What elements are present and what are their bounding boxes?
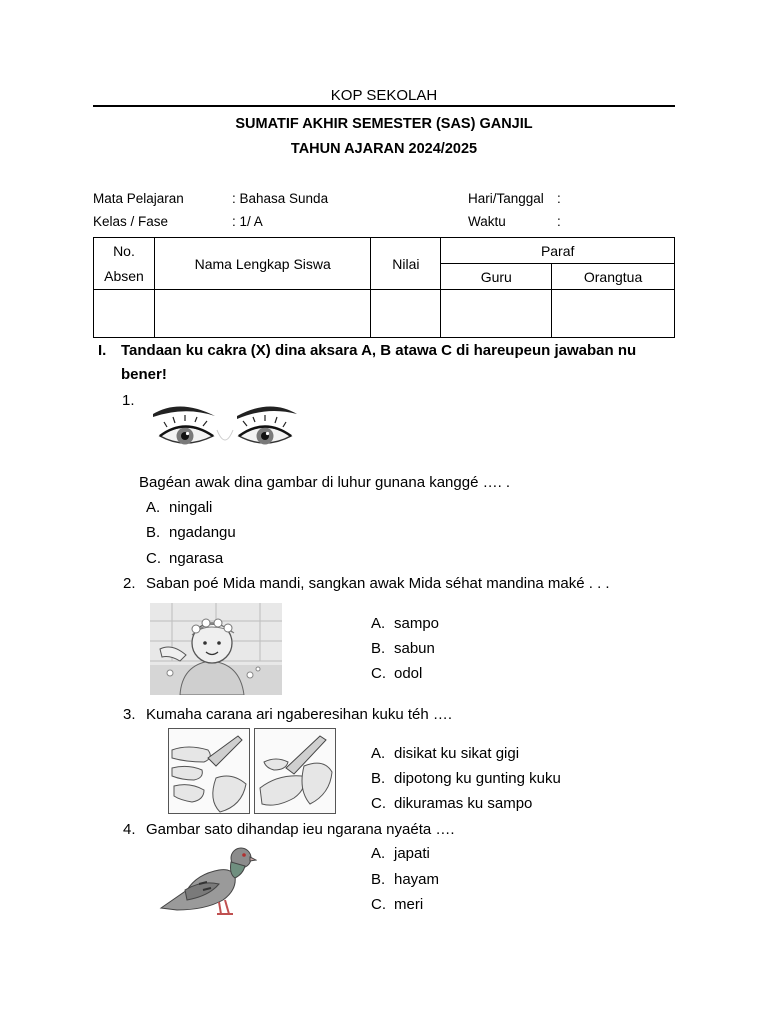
date-label: Hari/Tanggal <box>468 191 544 206</box>
q1-option-a-text: ningali <box>169 499 213 516</box>
class-label: Kelas / Fase <box>93 214 169 229</box>
q1-option-b-text: ngadangu <box>169 524 236 541</box>
student-score-table <box>93 237 675 338</box>
question-1-number: 1. <box>122 392 135 409</box>
q2-option-a-text: sampo <box>394 615 440 632</box>
subject-value: : Bahasa Sunda <box>232 191 329 206</box>
question-1-text: Bagéan awak dina gambar di luhur gunana kanggé …. . <box>139 474 511 491</box>
q2-option-b-letter[interactable]: B. <box>371 640 386 657</box>
header-teacher: Guru <box>441 264 552 290</box>
question-4-number: 4. <box>123 821 136 838</box>
q4-option-c-letter[interactable]: C. <box>371 896 386 913</box>
q2-option-c-letter[interactable]: C. <box>371 665 386 682</box>
header-absen: Absen <box>104 267 144 284</box>
q2-option-c-text: odol <box>394 665 423 682</box>
q4-option-a-text: japati <box>394 845 430 862</box>
header-no: No. <box>113 242 135 259</box>
q3-option-c-letter[interactable]: C. <box>371 795 386 812</box>
question-2-number: 2. <box>123 575 136 592</box>
q4-option-c-text: meri <box>394 896 424 913</box>
question-3-number: 3. <box>123 706 136 723</box>
header-student-name: Nama Lengkap Siswa <box>154 238 371 290</box>
question-3-text: Kumaha carana ari ngaberesihan kuku téh …. <box>146 706 453 723</box>
header-paraf: Paraf <box>441 238 675 264</box>
question-4-text: Gambar sato dihandap ieu ngarana nyaéta …. <box>146 821 455 838</box>
child-bathing-image <box>150 603 282 695</box>
time-label: Waktu <box>468 214 506 229</box>
date-value: : <box>557 191 561 206</box>
header-divider <box>93 105 675 107</box>
academic-year: TAHUN AJARAN 2024/2025 <box>290 141 478 157</box>
eyes-image <box>145 400 305 462</box>
q3-option-a-text: disikat ku sikat gigi <box>394 745 520 762</box>
nail-clipping-image <box>168 728 336 814</box>
instruction-line-2: bener! <box>121 366 167 383</box>
q1-option-c-letter[interactable]: C. <box>146 550 161 567</box>
section-number: I. <box>98 342 107 359</box>
q1-option-b-letter[interactable]: B. <box>146 524 161 541</box>
q4-option-b-text: hayam <box>394 871 440 888</box>
q3-option-a-letter[interactable]: A. <box>371 745 386 762</box>
exam-title: SUMATIF AKHIR SEMESTER (SAS) GANJIL <box>235 116 533 132</box>
q4-option-b-letter[interactable]: B. <box>371 871 386 888</box>
cell-parent-sign-blank[interactable] <box>552 290 675 338</box>
header-parent: Orangtua <box>552 264 675 290</box>
q1-option-c-text: ngarasa <box>169 550 224 567</box>
q3-option-b-letter[interactable]: B. <box>371 770 386 787</box>
q2-option-a-letter[interactable]: A. <box>371 615 386 632</box>
q3-option-c-text: dikuramas ku sampo <box>394 795 533 812</box>
school-letterhead: KOP SEKOLAH <box>330 87 438 104</box>
question-2-text: Saban poé Mida mandi, sangkan awak Mida séhat mandina maké . . . <box>146 575 610 592</box>
pigeon-image <box>157 844 257 918</box>
q1-option-a-letter[interactable]: A. <box>146 499 161 516</box>
cell-absen-blank[interactable] <box>94 290 155 338</box>
cell-name-blank[interactable] <box>154 290 371 338</box>
subject-label: Mata Pelajaran <box>93 191 184 206</box>
q2-option-b-text: sabun <box>394 640 435 657</box>
instruction-line-1: Tandaan ku cakra (X) dina aksara A, B atawa C di hareupeun jawaban nu <box>121 342 637 359</box>
q4-option-a-letter[interactable]: A. <box>371 845 386 862</box>
q3-option-b-text: dipotong ku gunting kuku <box>394 770 561 787</box>
cell-teacher-sign-blank[interactable] <box>441 290 552 338</box>
time-value: : <box>557 214 561 229</box>
cell-score-blank[interactable] <box>371 290 441 338</box>
header-no-absen <box>94 238 155 290</box>
header-score: Nilai <box>371 238 441 290</box>
class-value: : 1/ A <box>232 214 263 229</box>
